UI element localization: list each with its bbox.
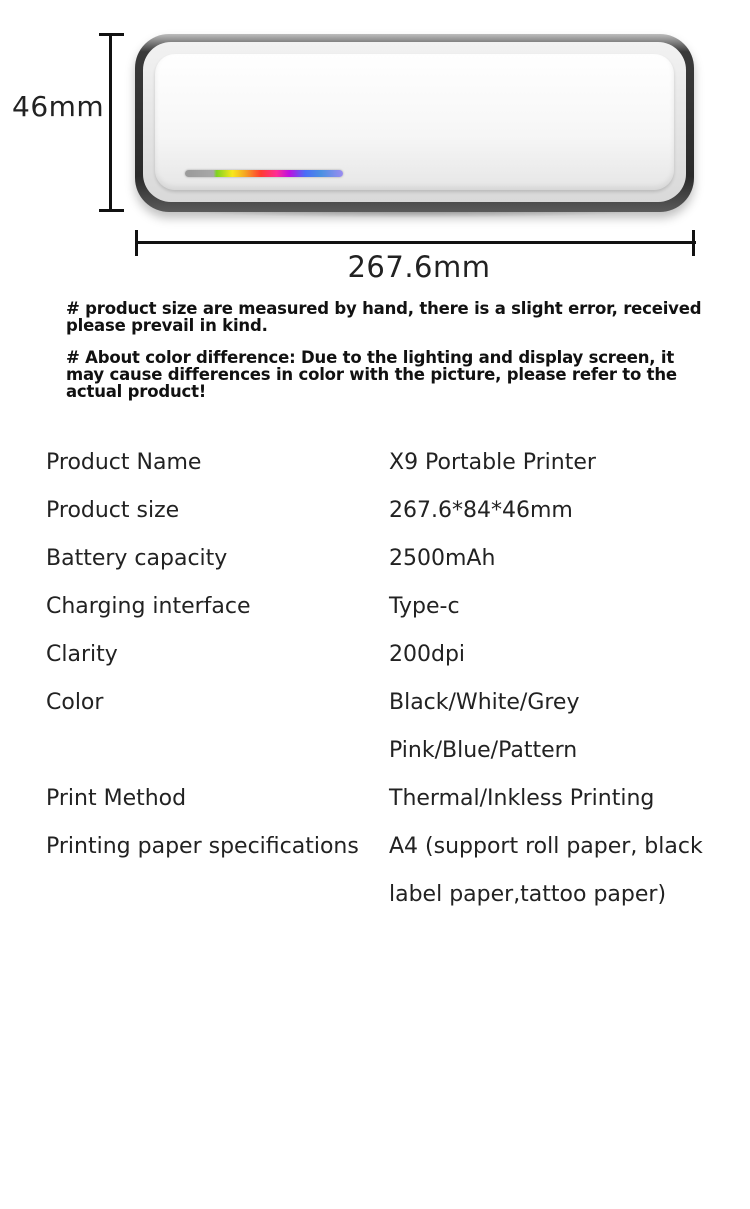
spec-value <box>389 535 726 583</box>
spec-label: Product size <box>46 498 180 523</box>
spec-value-line: label paper,tattoo paper) <box>389 882 667 907</box>
spec-table <box>46 439 726 919</box>
spec-label: Printing paper specifications <box>46 834 359 859</box>
spec-row-clarity <box>46 631 726 679</box>
spec-value <box>389 631 726 679</box>
spec-row-print-method <box>46 775 726 823</box>
printer-face <box>155 54 674 190</box>
spec-label: Color <box>46 690 104 715</box>
width-dimension-label: 267.6mm <box>347 250 491 284</box>
printer-illustration <box>135 34 694 212</box>
spec-value <box>389 775 726 823</box>
spec-value-line: Type-c <box>389 594 460 619</box>
measurement-note: # product size are measured by hand, there is a slight error, received please prevail in kind. <box>66 299 702 335</box>
spec-row-color <box>46 679 726 775</box>
spec-value <box>389 583 726 631</box>
spec-label: Product Name <box>46 450 202 475</box>
spec-value <box>389 439 726 487</box>
height-dimension-line <box>109 34 112 211</box>
spec-value-line: 2500mAh <box>389 546 496 571</box>
spec-row-battery-capacity <box>46 535 726 583</box>
height-dimension-label: 46mm <box>12 90 105 123</box>
spec-row-paper-specifications <box>46 823 726 919</box>
spec-value-line: 267.6*84*46mm <box>389 498 573 523</box>
spec-label: Print Method <box>46 786 187 811</box>
spec-label: Battery capacity <box>46 546 228 571</box>
spec-row-product-size <box>46 487 726 535</box>
spec-value-line: Pink/Blue/Pattern <box>389 738 578 763</box>
spec-row-product-name <box>46 439 726 487</box>
height-dimension-top-tick <box>99 33 124 36</box>
spec-value-line: Thermal/Inkless Printing <box>389 786 655 811</box>
height-dimension-bottom-tick <box>99 209 124 212</box>
color-difference-note: # About color difference: Due to the lighting and display screen, it may cause differences in color with the picture, please refer to the actual product! <box>66 348 677 401</box>
spec-label: Clarity <box>46 642 118 667</box>
spec-value <box>389 679 726 775</box>
spec-value <box>389 487 726 535</box>
spec-row-charging-interface <box>46 583 726 631</box>
spec-value <box>389 823 726 919</box>
spec-value-line: Black/White/Grey <box>389 690 580 715</box>
width-dimension-line <box>136 241 696 244</box>
spec-value-line: 200dpi <box>389 642 466 667</box>
spec-value-line: A4 (support roll paper, black <box>389 834 703 859</box>
printer-rim <box>143 42 686 202</box>
rgb-light-bar <box>185 170 343 177</box>
spec-value-line: X9 Portable Printer <box>389 450 596 475</box>
spec-label: Charging interface <box>46 594 251 619</box>
